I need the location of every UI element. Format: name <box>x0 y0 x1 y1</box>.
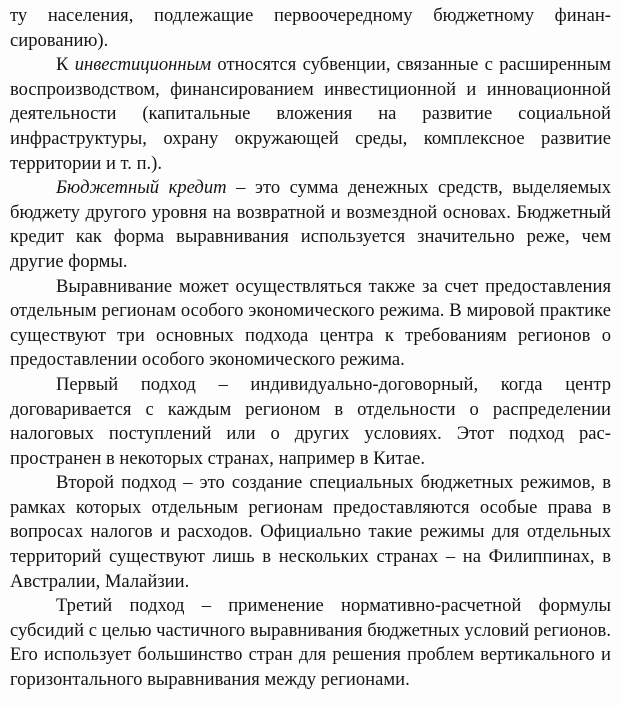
paragraph-budget-credit <box>10 176 611 274</box>
paragraph-text: Выравнивание может осуществляться также за счет предоставления отдельным регионам особого экономического режима. В мировой практике существуют три основных подхода центра к требованиям регионов о предоставлении особого экономического режима. <box>10 275 611 371</box>
paragraph-second-approach <box>10 471 611 594</box>
paragraph-third-approach <box>10 594 611 692</box>
paragraph-investment-subventions <box>10 53 611 176</box>
paragraph-continuation <box>10 4 611 53</box>
paragraph-text: относятся субвенции, связанные с расширенным воспроизводством, финансированием инвестиционной и инновационной деятельности (капитальные вложения на развитие социальной инфраструктуры, охрану окружающей среды, комплексное развитие территории и т. п.). <box>10 54 611 174</box>
italic-term: Бюджетный кредит <box>56 177 227 199</box>
paragraph-lead: К <box>56 54 75 76</box>
paragraph-text: Третий подход – применение нормативно-расчетной формулы субсидий с целью частичного выравнивания бюджетных условий регионов. Его использует большинство стран для решения проблем вертикального и горизонтального выравнивания между регионами. <box>10 595 611 691</box>
paragraph-text: Второй подход – это создание специальных бюджетных режимов, в рамках которых отдельным регионам предоставляются особые права в вопросах налогов и расходов. Официально такие режимы для отдельных территорий существуют лишь в нескольких странах – на Филиппинах, в Австралии, Малайзии. <box>10 472 611 592</box>
paragraph-text: – это сумма денежных средств, выделяемых бюджету другого уровня на возвратной и возмездной основах. Бюджетный кредит как форма выравнивания используется значительно реже, чем другие формы. <box>10 177 612 272</box>
paragraph-equalization-regime <box>10 275 611 373</box>
paragraph-text: ту населения, подлежащие первоочередному бюджетному финансированию). <box>10 5 611 51</box>
paragraph-text: Первый подход – индивидуально-договорный, когда центр договаривается с каждым регионом в отдельности о распределении налоговых поступлений или о других условиях. Этот подход распространен в некоторых странах, например в Китае. <box>10 373 611 469</box>
italic-term: инвестиционным <box>74 54 212 76</box>
paragraph-first-approach <box>10 373 611 471</box>
